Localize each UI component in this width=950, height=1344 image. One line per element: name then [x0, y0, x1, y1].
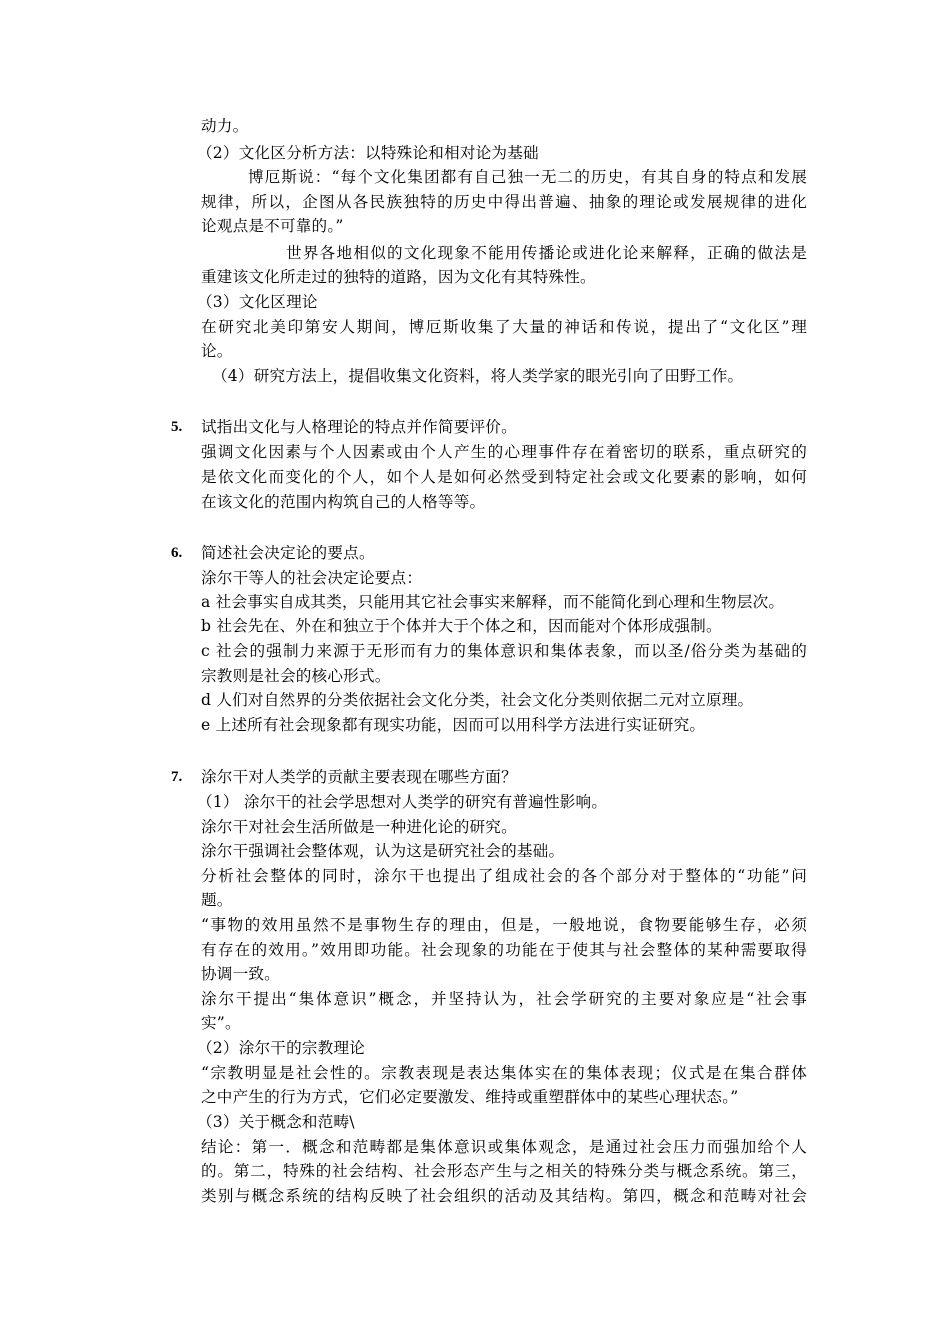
question-title: 简述社会决定论的要点。	[201, 544, 375, 562]
text-line: 宗教则是社会的核心形式。	[201, 667, 391, 685]
text-line: 动力。	[201, 117, 249, 135]
question-title: 试指出文化与人格理论的特点并作简要评价。	[201, 418, 517, 436]
text-line: 论观点是不可靠的。”	[201, 217, 344, 235]
text-line: 实”。	[201, 1014, 241, 1032]
text-line: 在该文化的范围内构筑自己的人格等等。	[201, 493, 486, 511]
text-line: 分析社会整体的同时，涂尔干也提出了组成社会的各个部分对于整体的“功能”问	[201, 867, 807, 885]
text-line: 的。第二，特殊的社会结构、社会形态产生与之相关的特殊分类与概念系统。第三，	[201, 1162, 807, 1180]
text-line: e 上述所有社会现象都有现实功能，因而可以用科学方法进行实证研究。	[201, 716, 706, 734]
text-line: 论。	[201, 342, 233, 360]
text-line: “宗教明显是社会性的。宗教表现是表达集体实在的集体表现；仪式是在集合群体	[201, 1064, 807, 1082]
text-line: d 人们对自然界的分类依据社会文化分类，社会文化分类则依据二元对立原理。	[201, 691, 754, 709]
question-number: 7.	[171, 769, 183, 785]
section-heading: （1） 涂尔干的社会学思想对人类学的研究有普遍性影响。	[197, 793, 608, 811]
text-line: c 社会的强制力来源于无形而有力的集体意识和集体表象，而以圣/俗分类为基础的	[201, 642, 807, 660]
section-heading: （3）文化区理论	[197, 293, 318, 311]
text-line: 涂尔干提出“集体意识”概念，并坚持认为，社会学研究的主要对象应是“社会事	[201, 990, 807, 1008]
text-line: “事物的效用虽然不是事物生存的理由，但是，一般地说，食物要能够生存，必须	[201, 916, 807, 934]
text-line: 结论：第一．概念和范畴都是集体意识或集体观念，是通过社会压力而强加给个人	[201, 1138, 807, 1156]
text-line: 涂尔干强调社会整体观，认为这是研究社会的基础。	[201, 842, 565, 860]
section-heading: （3）关于概念和范畴\	[197, 1113, 355, 1131]
text-line: 题。	[201, 891, 233, 909]
question-number: 6.	[171, 545, 183, 561]
text-line: 博厄斯说：“每个文化集团都有自己独一无二的历史，有其自身的特点和发展	[248, 168, 807, 186]
text-line: 之中产生的行为方式，它们必定要激发、维持或重塑群体中的某些心理状态。”	[201, 1088, 739, 1106]
text-line: 涂尔干等人的社会决定论要点：	[201, 569, 423, 587]
text-line: a 社会事实自成其类，只能用其它社会事实来解释，而不能简化到心理和生物层次。	[201, 593, 785, 611]
text-line: 强调文化因素与个人因素或由个人产生的心理事件存在着密切的联系，重点研究的	[201, 443, 807, 461]
text-line: 有存在的效用。”效用即功能。社会现象的功能在于使其与社会整体的某种需要取得	[201, 941, 807, 959]
text-line: 涂尔干对社会生活所做是一种进化论的研究。	[201, 818, 517, 836]
text-line: 规律，所以，企图从各民族独特的历史中得出普遍、抽象的理论或发展规律的进化	[201, 193, 807, 211]
text-line: b 社会先在、外在和独立于个体并大于个体之和，因而能对个体形成强制。	[201, 617, 722, 635]
section-heading: （2）涂尔干的宗教理论	[197, 1039, 366, 1057]
section-heading: （4）研究方法上，提倡收集文化资料，将人类学家的眼光引向了田野工作。	[212, 367, 744, 385]
question-number: 5.	[171, 419, 183, 435]
section-heading: （2）文化区分析方法：以特殊论和相对论为基础	[197, 144, 539, 162]
text-line: 类别与概念系统的结构反映了社会组织的活动及其结构。第四，概念和范畴对社会	[201, 1187, 807, 1205]
text-line: 重建该文化所走过的独特的道路，因为文化有其特殊性。	[201, 268, 596, 286]
question-title: 涂尔干对人类学的贡献主要表现在哪些方面？	[201, 768, 517, 786]
text-line: 世界各地相似的文化现象不能用传播论或进化论来解释，正确的做法是	[286, 244, 807, 262]
text-line: 是依文化而变化的个人，如个人是如何必然受到特定社会或文化要素的影响，如何	[201, 468, 807, 486]
text-line: 协调一致。	[201, 965, 280, 983]
text-line: 在研究北美印第安人期间，博厄斯收集了大量的神话和传说，提出了“文化区”理	[201, 318, 807, 336]
